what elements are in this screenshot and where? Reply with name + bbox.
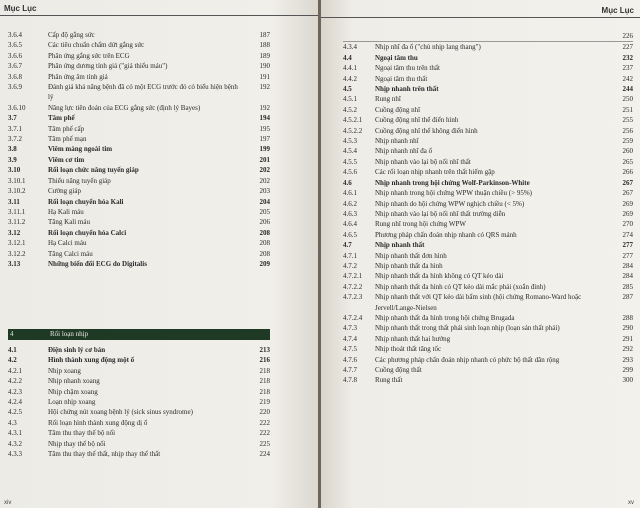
entry-number: 3.10 <box>8 166 21 175</box>
entry-title: Đánh giá khả năng bệnh đã có một ECG trước đó có biểu hiện bệnh lý <box>48 83 238 102</box>
right-page <box>321 0 640 508</box>
toc-entry <box>8 439 270 449</box>
entry-number: 3.11.1 <box>8 207 26 216</box>
entry-number: 3.7.1 <box>8 124 22 133</box>
toc-entry <box>8 428 270 438</box>
entry-page: 244 <box>622 85 633 94</box>
entry-page: 284 <box>622 261 633 270</box>
entry-number: 4.3.2 <box>8 439 22 448</box>
entry-title: Tăng Calci máu <box>48 249 93 258</box>
toc-entry <box>8 228 270 238</box>
entry-page: 267 <box>622 178 633 187</box>
entry-number: 3.11.2 <box>8 218 26 227</box>
entry-page: 226 <box>622 32 633 40</box>
entry-number: 4.1 <box>8 346 17 354</box>
toc-list-continued <box>343 31 633 386</box>
entry-title: Nhịp nhanh thất đa hình trong hội chứng Brugada <box>375 313 515 322</box>
entry-page: 255 <box>622 116 633 125</box>
entry-page: 218 <box>259 377 270 386</box>
entry-title: Nhịp thoát thất tăng tốc <box>375 345 442 354</box>
entry-page: 188 <box>259 41 270 50</box>
chapter-title: Rối loạn nhịp <box>50 330 89 338</box>
entry-page: 224 <box>259 450 270 459</box>
entry-number: 4.5.4 <box>343 147 357 156</box>
entry-page: 218 <box>259 387 270 396</box>
entry-page: 202 <box>259 176 270 185</box>
toc-entry <box>343 178 633 188</box>
entry-page: 219 <box>259 398 270 407</box>
toc-entry <box>8 397 270 407</box>
toc-entry <box>343 157 633 167</box>
entry-number: 3.6.8 <box>8 72 22 81</box>
toc-entry <box>343 219 633 229</box>
entry-page: 220 <box>259 408 270 417</box>
toc-entry <box>343 53 633 63</box>
entry-title: Nhịp nhanh thất đa hình có QT kéo dài mắc phải (xoắn đỉnh) <box>375 282 546 291</box>
entry-number: 4.7.4 <box>343 334 357 343</box>
entry-title: Nhịp nhanh nhĩ <box>375 137 419 146</box>
entry-page: 242 <box>622 74 633 83</box>
entry-title: Rối loạn chuyển hóa Kali <box>48 197 124 206</box>
entry-number: 4.6.3 <box>343 209 357 218</box>
entry-title: Các tiêu chuẩn chấm dứt gắng sức <box>48 41 145 50</box>
entry-title: Nhịp nhanh thất trong thất phải sinh loạn nhịp (loạn sản thất phải) <box>375 324 560 333</box>
entry-title: Tâm phế <box>48 114 75 123</box>
toc-entry <box>343 136 633 146</box>
toc-entry <box>343 261 633 271</box>
entry-number: 4.4 <box>343 53 352 62</box>
toc-entry <box>343 63 633 73</box>
entry-page: 190 <box>259 62 270 71</box>
toc-entry <box>343 240 633 250</box>
entry-title: Phương pháp chẩn đoán nhịp nhanh có QRS mảnh <box>375 230 517 239</box>
entry-title: Nhịp nhanh do hội chứng WPW nghịch chiều (< 5%) <box>375 199 525 208</box>
entry-title: Loạn nhịp xoang <box>48 398 96 407</box>
entry-title: Nhịp nhanh thất <box>375 241 425 250</box>
toc-entry <box>8 355 270 365</box>
entry-title: Những biến đổi ECG do Digitalis <box>48 259 147 268</box>
entry-page: 256 <box>622 126 633 135</box>
toc-entry <box>8 103 270 113</box>
toc-list-chapter-3 <box>8 30 270 269</box>
entry-number: 4.2.2 <box>8 377 22 386</box>
toc-entry <box>8 72 270 82</box>
entry-page: 267 <box>622 189 633 198</box>
entry-number: 3.6.4 <box>8 31 22 39</box>
entry-title: Ngoại tâm thu thất <box>375 74 428 83</box>
entry-page: 290 <box>622 324 633 333</box>
entry-page: 189 <box>259 51 270 60</box>
toc-entry <box>8 61 270 71</box>
entry-number: 4.6.5 <box>343 230 357 239</box>
entry-number: 4.7.1 <box>343 251 357 260</box>
entry-title: Rung nhĩ trong hội chứng WPW <box>375 220 466 229</box>
entry-number: 4.7.7 <box>343 366 357 374</box>
entry-title: Rung thất <box>375 376 403 385</box>
entry-page: 201 <box>259 155 270 164</box>
entry-title: Ngoại tâm thu trên thất <box>375 64 440 73</box>
entry-number: 4.7.3 <box>343 324 357 333</box>
entry-page: 284 <box>622 272 633 281</box>
toc-entry <box>343 84 633 94</box>
entry-number: 3.6.10 <box>8 103 26 112</box>
entry-page: 291 <box>622 334 633 343</box>
entry-number: 4.7.2 <box>343 261 357 270</box>
entry-page: 232 <box>622 53 633 62</box>
entry-title: Viêm cơ tim <box>48 155 85 164</box>
toc-entry <box>343 126 633 136</box>
entry-page: 195 <box>259 124 270 133</box>
page-header: Mục Lục <box>4 4 37 13</box>
toc-entry <box>8 124 270 134</box>
toc-entry <box>343 230 633 240</box>
entry-title: Nhịp nhanh vào lại bộ nối nhĩ thất trường diễn <box>375 209 506 218</box>
entry-number: 4.2.4 <box>8 398 22 407</box>
entry-page: 269 <box>622 199 633 208</box>
entry-page: 260 <box>622 147 633 156</box>
toc-entry <box>343 375 633 385</box>
toc-entry <box>343 74 633 84</box>
toc-entry <box>8 30 270 40</box>
toc-entry <box>343 323 633 333</box>
entry-title: Nhịp nhanh thất đa hình <box>375 261 443 270</box>
entry-number: 4.6.4 <box>343 220 357 229</box>
entry-page: 274 <box>622 230 633 239</box>
entry-page: 205 <box>259 207 270 216</box>
toc-entry <box>343 271 633 281</box>
entry-title: Phân ứng âm tính giả <box>48 72 108 81</box>
entry-number: 4.2 <box>8 356 17 365</box>
left-page <box>0 0 318 508</box>
entry-page: 259 <box>622 137 633 146</box>
entry-title: Ngoại tâm thu <box>375 53 418 62</box>
entry-title: Nhịp thay thế bộ nối <box>48 439 106 448</box>
entry-title: Hạ Calci máu <box>48 239 87 248</box>
entry-page: 299 <box>622 366 633 374</box>
entry-number: 4.6 <box>343 178 352 187</box>
entry-number: 3.7 <box>8 114 17 123</box>
page-number: xv <box>628 500 634 506</box>
page-header: Mục Lục <box>601 6 634 15</box>
toc-entry <box>8 155 270 165</box>
entry-number: 3.9 <box>8 155 17 164</box>
entry-page: 265 <box>622 157 633 166</box>
entry-number: 4.7.2.1 <box>343 272 363 281</box>
entry-number: 3.10.1 <box>8 176 26 185</box>
entry-page: 203 <box>259 187 270 196</box>
entry-page: 218 <box>259 366 270 375</box>
chapter-heading-bar <box>8 329 270 340</box>
toc-entry <box>8 407 270 417</box>
entry-title: Nhịp nhanh thất hai hướng <box>375 334 451 343</box>
toc-entry <box>8 197 270 207</box>
entry-number: 4.5.1 <box>343 95 357 104</box>
entry-page: 270 <box>622 220 633 229</box>
entry-number: 4.4.1 <box>343 64 357 73</box>
entry-number: 4.2.1 <box>8 366 22 375</box>
entry-page: 191 <box>259 72 270 81</box>
entry-page: 266 <box>622 168 633 177</box>
toc-entry <box>8 207 270 217</box>
toc-entry <box>343 31 633 41</box>
entry-number: 4.5.2.2 <box>343 126 363 135</box>
entry-number: 3.12 <box>8 228 21 237</box>
toc-entry <box>8 376 270 386</box>
entry-page: 208 <box>259 239 270 248</box>
toc-entry <box>8 345 270 355</box>
entry-number: 4.7.5 <box>343 345 357 354</box>
entry-page: 194 <box>259 114 270 123</box>
header-rule <box>0 15 318 16</box>
entry-page: 208 <box>259 228 270 237</box>
entry-page: 202 <box>259 166 270 175</box>
entry-number: 4.2.3 <box>8 387 22 396</box>
entry-number: 3.10.2 <box>8 187 26 196</box>
entry-number: 4.7 <box>343 241 352 250</box>
entry-number: 3.6.7 <box>8 62 22 71</box>
toc-entry <box>8 387 270 397</box>
entry-title: Các phương pháp chẩn đoán nhịp nhanh có phức bộ thất dãn rộng <box>375 355 560 364</box>
toc-entry <box>8 165 270 175</box>
entry-title: Rối loạn hình thành xung động dị ổ <box>48 418 148 427</box>
toc-entry <box>8 176 270 186</box>
toc-entry <box>8 186 270 196</box>
entry-number: 3.11 <box>8 197 20 206</box>
entry-title: Nhịp nhĩ đa ổ ("chủ nhịp lang thang") <box>375 43 481 52</box>
entry-title: Rối loạn chức năng tuyến giáp <box>48 166 139 175</box>
entry-page: 197 <box>259 135 270 144</box>
entry-page: 292 <box>622 345 633 354</box>
toc-entry <box>343 199 633 209</box>
entry-number: 4.2.5 <box>8 408 22 417</box>
toc-entry <box>343 365 633 375</box>
entry-page: 251 <box>622 105 633 114</box>
toc-entry <box>8 259 270 269</box>
toc-entry <box>343 105 633 115</box>
entry-number: 3.6.6 <box>8 51 22 60</box>
entry-number: 4.7.2.4 <box>343 313 363 322</box>
entry-title: Cấp độ gắng sức <box>48 31 95 39</box>
entry-title: Nhịp xoang <box>48 366 81 375</box>
entry-page: 227 <box>622 43 633 52</box>
entry-number: 4.5.5 <box>343 157 357 166</box>
entry-number: 4.5.6 <box>343 168 357 177</box>
entry-page: 192 <box>259 83 270 92</box>
entry-number: 3.7.2 <box>8 135 22 144</box>
entry-title: Nhịp nhanh trong hội chứng Wolf-Parkinson-White <box>375 178 530 187</box>
entry-title: Nhịp chậm xoang <box>48 387 98 396</box>
entry-number: 4.4.2 <box>343 74 357 83</box>
toc-entry <box>8 449 270 459</box>
entry-title: Cuồng động nhĩ <box>375 105 421 114</box>
entry-number: 4.5.2 <box>343 105 357 114</box>
entry-title: Cuồng động nhĩ thể không điển hình <box>375 126 478 135</box>
entry-page: 192 <box>259 103 270 112</box>
entry-page: 206 <box>259 218 270 227</box>
toc-entry <box>343 41 633 52</box>
entry-number: 3.12.2 <box>8 249 26 258</box>
toc-entry <box>8 249 270 259</box>
entry-page: 269 <box>622 209 633 218</box>
toc-entry <box>343 334 633 344</box>
entry-title: Cường giáp <box>48 187 81 196</box>
entry-page: 208 <box>259 249 270 258</box>
entry-number: 4.7.8 <box>343 376 357 385</box>
toc-entry <box>8 238 270 248</box>
entry-title: Hạ Kali máu <box>48 207 84 216</box>
toc-entry <box>8 82 270 103</box>
entry-page: 293 <box>622 355 633 364</box>
entry-title: Hình thành xung động một ổ <box>48 356 135 365</box>
entry-page: 213 <box>259 346 270 354</box>
toc-entry <box>343 167 633 177</box>
entry-page: 287 <box>622 293 633 302</box>
toc-entry <box>8 366 270 376</box>
toc-entry <box>343 313 633 323</box>
entry-number: 4.5.2.1 <box>343 116 363 125</box>
header-rule <box>321 17 640 18</box>
toc-entry <box>8 418 270 428</box>
entry-title: Phân ứng gắng sức trên ECG <box>48 51 130 60</box>
entry-number: 4.5.3 <box>343 137 357 146</box>
entry-number: 4.6.2 <box>343 199 357 208</box>
entry-page: 300 <box>622 376 633 385</box>
entry-title: Tâm phế mạn <box>48 135 87 144</box>
entry-number: 4.5 <box>343 85 352 94</box>
entry-number: 4.3 <box>8 418 17 427</box>
entry-page: 209 <box>259 259 270 268</box>
entry-title: Nhịp nhanh nhĩ đa ổ <box>375 147 433 156</box>
toc-entry <box>343 251 633 261</box>
entry-number: 4.3.4 <box>343 43 357 52</box>
entry-number: 3.12.1 <box>8 239 26 248</box>
entry-page: 216 <box>259 356 270 365</box>
entry-page: 237 <box>622 64 633 73</box>
toc-entry <box>343 94 633 104</box>
toc-entry <box>8 134 270 144</box>
toc-entry <box>343 355 633 365</box>
toc-entry <box>8 51 270 61</box>
entry-number: 4.3.1 <box>8 429 22 438</box>
toc-entry <box>343 344 633 354</box>
entry-page: 222 <box>259 429 270 438</box>
entry-title: Nhịp nhanh thất với QT kéo dài bẩm sinh (hội chứng Romano-Ward hoặc Jervell/Lange-Nielsen <box>375 293 582 312</box>
entry-title: Tâm phế cấp <box>48 124 85 133</box>
entry-title: Nhịp nhanh thất đa hình không có QT kéo dài <box>375 272 504 281</box>
entry-page: 204 <box>259 197 270 206</box>
entry-title: Điện sinh lý cơ bản <box>48 346 106 354</box>
entry-title: Nhịp nhanh trên thất <box>375 85 439 94</box>
entry-title: Nhịp nhanh thất đơn hình <box>375 251 447 260</box>
toc-entry <box>8 144 270 154</box>
entry-title: Nhịp nhanh vào lại bộ nối nhĩ thất <box>375 157 471 166</box>
entry-title: Các rối loạn nhịp nhanh trên thất hiếm gặp <box>375 168 495 177</box>
toc-entry <box>343 115 633 125</box>
toc-entry <box>343 146 633 156</box>
entry-number: 4.7.6 <box>343 355 357 364</box>
entry-page: 250 <box>622 95 633 104</box>
entry-number: 3.6.5 <box>8 41 22 50</box>
entry-title: Nhịp nhanh xoang <box>48 377 100 386</box>
entry-number: 4.3.3 <box>8 450 22 459</box>
entry-title: Hội chứng nút xoang bệnh lý (sick sinus syndrome) <box>48 408 193 417</box>
entry-page: 285 <box>622 282 633 291</box>
toc-entry <box>8 217 270 227</box>
entry-title: Tâm thu thay thế thất, nhịp thay thế thất <box>48 450 161 459</box>
entry-number: 4.6.1 <box>343 189 357 198</box>
toc-entry <box>8 40 270 50</box>
entry-number: 3.13 <box>8 259 21 268</box>
entry-page: 187 <box>259 31 270 39</box>
entry-title: Tăng Kali máu <box>48 218 90 227</box>
entry-number: 4.7.2.2 <box>343 282 363 291</box>
entry-number: 3.6.9 <box>8 83 22 92</box>
entry-title: Rối loạn chuyển hóa Calci <box>48 228 127 237</box>
entry-page: 225 <box>259 439 270 448</box>
entry-page: 277 <box>622 241 633 250</box>
toc-list-chapter-4 <box>8 345 270 459</box>
toc-entry <box>343 209 633 219</box>
entry-page: 288 <box>622 313 633 322</box>
entry-page: 277 <box>622 251 633 260</box>
entry-number: 4.7.2.3 <box>343 293 363 302</box>
toc-entry <box>343 188 633 198</box>
entry-title: Nhịp nhanh trong hội chứng WPW thuận chiều (> 95%) <box>375 189 532 198</box>
entry-page: 199 <box>259 145 270 154</box>
entry-title: Cuồng động thất <box>375 366 422 374</box>
page-number: xiv <box>4 500 12 506</box>
chapter-number: 4 <box>10 330 14 338</box>
entry-number: 3.8 <box>8 145 17 154</box>
entry-title: Thiểu năng tuyến giáp <box>48 176 111 185</box>
entry-title: Cuồng động nhĩ thể điển hình <box>375 116 459 125</box>
entry-title: Rung nhĩ <box>375 95 401 104</box>
toc-entry <box>8 113 270 123</box>
entry-title: Viêm màng ngoài tim <box>48 145 113 154</box>
entry-title: Năng lực tiên đoán của ECG gắng sức (định lý Bayes) <box>48 103 201 112</box>
entry-title: Phân ứng dương tính giả ("giả thiếu máu") <box>48 62 168 71</box>
toc-entry <box>343 282 633 292</box>
toc-entry <box>343 292 633 313</box>
entry-title: Tâm thu thay thế bộ nối <box>48 429 116 438</box>
entry-page: 222 <box>259 418 270 427</box>
